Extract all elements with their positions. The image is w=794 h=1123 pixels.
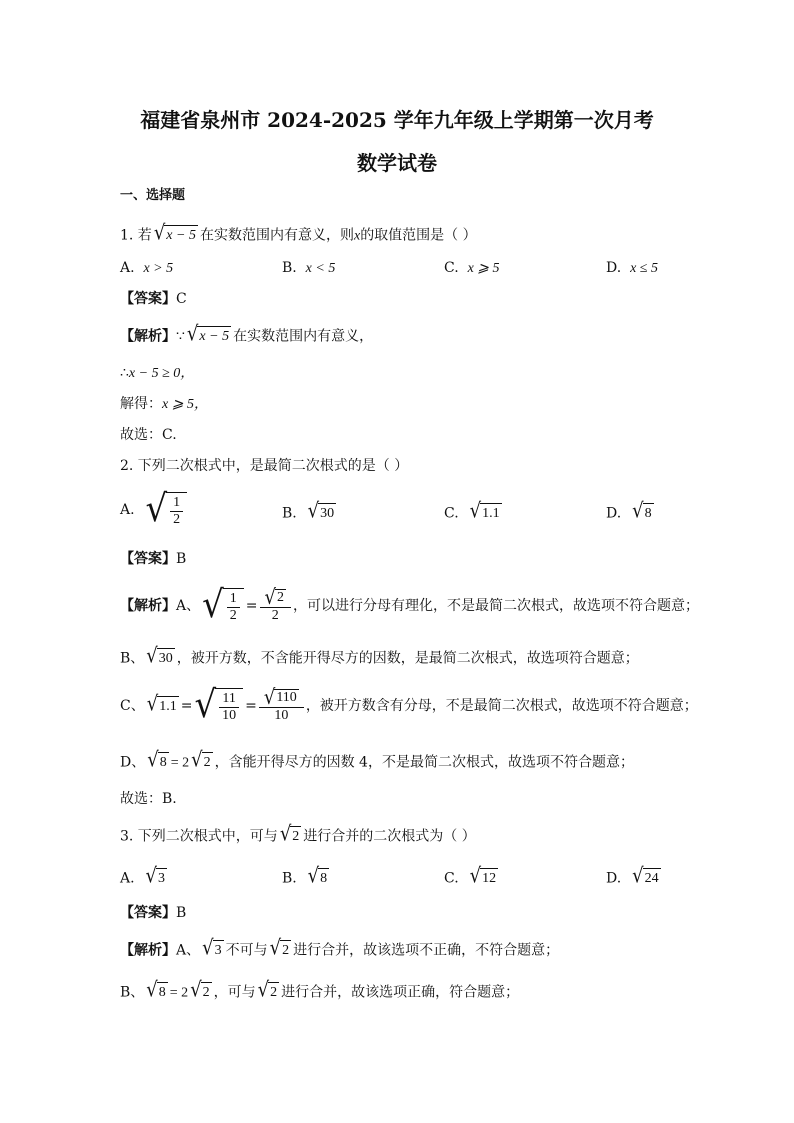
q1-option-d: D. x ≤ 5 xyxy=(606,260,658,276)
q2-analysis-c: C、 √ 1.1 = √ $\frac{11}{10}$ = √ 110 10 ，被开方数含有分母，不是最简二次根式，故选项不符合题意； xyxy=(120,682,698,727)
q3-option-c: C. √ 12 xyxy=(444,864,497,889)
q1-option-a: A. x > 5 xyxy=(120,260,174,276)
question-2-stem: 2. 下列二次根式中，是最简二次根式的是（ ） xyxy=(120,458,409,474)
sqrt-expression: √ x − 5 xyxy=(153,221,196,246)
q2-option-c: C. √ 1.1 xyxy=(444,499,500,524)
question-3-stem: 3. 下列二次根式中，可与 √ 2 进行合并的二次根式为（ ） xyxy=(120,822,476,847)
q2-answer: 【答案】B xyxy=(120,551,187,567)
q3-option-d: D. √ 24 xyxy=(606,864,659,889)
q1-analysis-3: 解得：x ⩾ 5， xyxy=(120,396,208,412)
q3-analysis-b: B、 √ 8 = 2 √ 2 ，可与 √ 2 进行合并，故该选项正确，符合题意； xyxy=(120,978,520,1003)
q1-analysis-1: 【解析】∵ √ x − 5 在实数范围内有意义， xyxy=(120,322,374,347)
q3-option-b: B. √ 8 xyxy=(282,864,328,889)
q1-analysis-2: ∴x − 5 ≥ 0， xyxy=(120,365,195,381)
page-title: 福建省泉州市 2024-2025 学年九年级上学期第一次月考 xyxy=(140,108,654,132)
q2-analysis-d: D、 √ 8 = 2 √ 2 ，含能开得尽方的因数 4，不是最简二次根式，故选项不符合题意； xyxy=(120,748,634,773)
q3-answer: 【答案】B xyxy=(120,905,187,921)
q2-option-a: A. √ $\frac{1}{2}$ xyxy=(120,492,189,528)
q2-option-b: B. √ 30 xyxy=(282,499,335,524)
page-subtitle: 数学试卷 xyxy=(357,151,437,175)
q2-analysis-a: 【解析】A、 √ $\frac{1}{2}$ = √ 2 2 ，可以进行分母有理化，不是最简二次根式，故选项不符合题意； xyxy=(120,582,700,627)
q2-choose: 故选：B. xyxy=(120,791,177,807)
q1-analysis-4: 故选：C. xyxy=(120,427,177,443)
q2-analysis-b: B、 √ 30 ，被开方数，不含能开得尽方的因数，是最简二次根式，故选项符合题意； xyxy=(120,644,639,669)
q1-option-b: B. x < 5 xyxy=(282,260,336,276)
q3-analysis-a: 【解析】A、 √ 3 不可与 √ 2 进行合并，故该选项不正确，不符合题意； xyxy=(120,936,560,961)
q2-option-d: D. √ 8 xyxy=(606,499,652,524)
question-1-stem: 1. 若 √ x − 5 在实数范围内有意义，则x的取值范围是（ ） xyxy=(120,221,477,246)
q1-answer: 【答案】C xyxy=(120,291,187,307)
q1-option-c: C. x ⩾ 5 xyxy=(444,260,500,276)
section-heading: 一、选择题 xyxy=(120,188,186,203)
q3-option-a: A. √ 3 xyxy=(120,864,165,889)
